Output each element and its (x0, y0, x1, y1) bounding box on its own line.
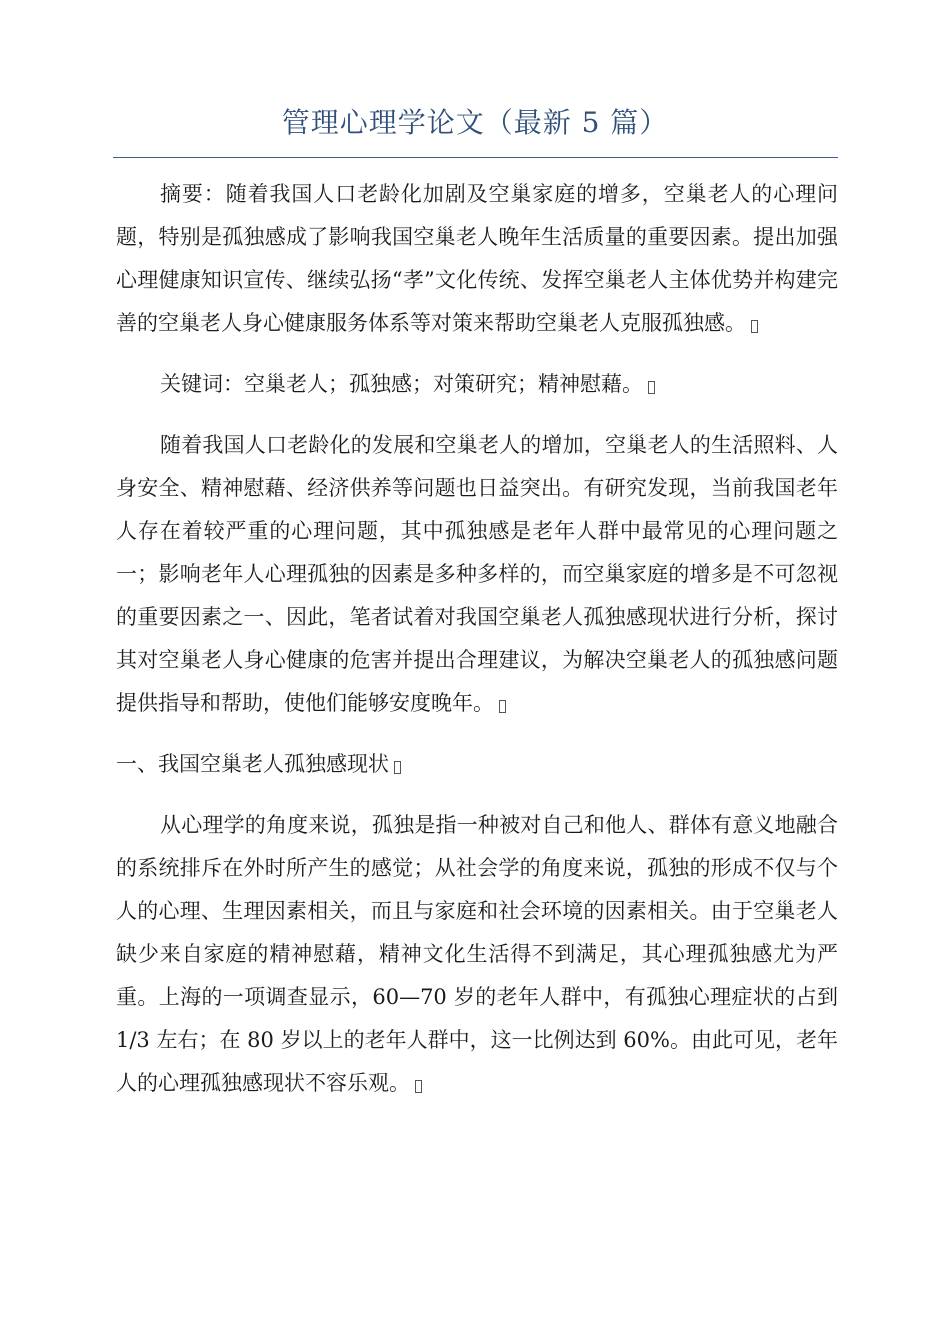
abstract-paragraph (116, 173, 838, 345)
paragraph-mark-icon (394, 761, 401, 774)
section-heading-text: 一、我国空巢老人孤独感现状 (116, 752, 389, 776)
paragraph-mark-icon (415, 1080, 422, 1093)
document-body (116, 173, 838, 1123)
abstract-text: 摘要：随着我国人口老龄化加剧及空巢家庭的增多，空巢老人的心理问题，特别是孤独感成了影响我国空巢老人晚年生活质量的重要因素。提出加强心理健康知识宣传、继续弘扬“孝”文化传统、发挥空巢老人主体优势并构建完善的空巢老人身心健康服务体系等对策来帮助空巢老人克服孤独感。 (116, 182, 838, 335)
title-divider (113, 157, 838, 158)
intro-text: 随着我国人口老龄化的发展和空巢老人的增加，空巢老人的生活照料、人身安全、精神慰藉、经济供养等问题也日益突出。有研究发现，当前我国老年人存在着较严重的心理问题，其中孤独感是老年人群中最常见的心理问题之一；影响老年人心理孤独的因素是多种多样的，而空巢家庭的增多是不可忽视的重要因素之一、因此，笔者试着对我国空巢老人孤独感现状进行分析，探讨其对空巢老人身心健康的危害并提出合理建议，为解决空巢老人的孤独感问题提供指导和帮助，使他们能够安度晚年。 (116, 433, 838, 715)
paragraph-mark-icon (648, 381, 655, 394)
keywords-text: 关键词：空巢老人；孤独感；对策研究；精神慰藉。 (160, 372, 643, 396)
paragraph-mark-icon (499, 700, 506, 713)
document-title: 管理心理学论文（最新 5 篇） (281, 106, 669, 139)
section-body-paragraph (116, 804, 838, 1105)
paragraph-mark-icon (751, 320, 758, 333)
section-heading (116, 743, 838, 786)
section-body-text: 从心理学的角度来说，孤独是指一种被对自己和他人、群体有意义地融合的系统排斥在外时所产生的感觉；从社会学的角度来说，孤独的形成不仅与个人的心理、生理因素相关，而且与家庭和社会环境的因素相关。由于空巢老人缺少来自家庭的精神慰藉，精神文化生活得不到满足，其心理孤独感尤为严重。上海的一项调查显示，60—70 岁的老年人群中，有孤独心理症状的占到 1/3 左右；在 80 岁以上的老年人群中，这一比例达到 60%。由此可见，老年人的心理孤独感现状不容乐观。 (116, 813, 838, 1095)
intro-paragraph (116, 424, 838, 725)
keywords-paragraph (116, 363, 838, 406)
